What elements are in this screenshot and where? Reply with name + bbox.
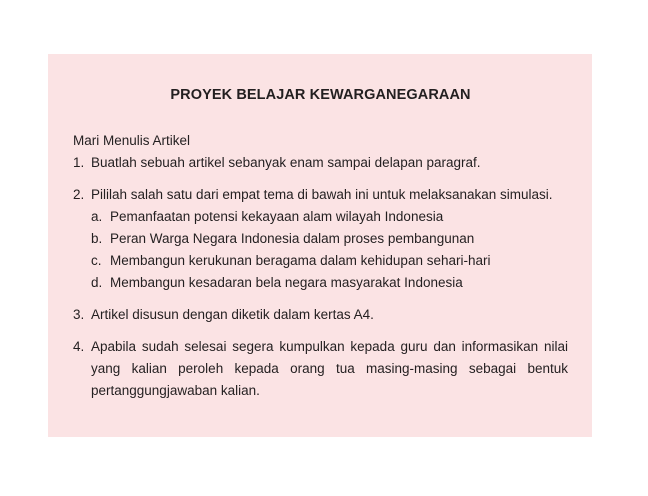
item-text: Apabila sudah selesai segera kumpulkan kepada guru dan informasikan nilai yang kalian peroleh kepada orang tua masing-masing sebagai bentuk pertanggungjawaban kalian.: [91, 339, 568, 398]
theme-letter: a.: [91, 209, 103, 224]
theme-item-d: [91, 272, 568, 294]
instruction-item-1: [73, 152, 568, 174]
item-text: Pililah salah satu dari empat tema di bawah ini untuk melaksanakan simulasi.: [91, 187, 553, 202]
item-number: 3.: [73, 307, 85, 322]
instruction-item-2: [73, 184, 568, 294]
theme-letter: b.: [91, 231, 103, 246]
item-number: 2.: [73, 187, 85, 202]
intro-text: Mari Menulis Artikel: [73, 133, 191, 148]
theme-item-a: [91, 206, 568, 228]
theme-text: Membangun kerukunan beragama dalam kehidupan sehari-hari: [110, 253, 491, 268]
item-number: 4.: [73, 339, 85, 354]
item-body: [91, 184, 568, 294]
instruction-list: [73, 152, 568, 402]
theme-item-c: [91, 250, 568, 272]
theme-text: Pemanfaatan potensi kekayaan alam wilayah Indonesia: [110, 209, 444, 224]
theme-text: Peran Warga Negara Indonesia dalam proses pembangunan: [110, 231, 475, 246]
item-text: Artikel disusun dengan diketik dalam kertas A4.: [91, 307, 374, 322]
theme-letter: c.: [91, 253, 102, 268]
instruction-item-4: [73, 336, 568, 402]
item-number: 1.: [73, 155, 85, 170]
project-box: [48, 54, 592, 437]
item-text: Buatlah sebuah artikel sebanyak enam sampai delapan paragraf.: [91, 155, 481, 170]
project-title: PROYEK BELAJAR KEWARGANEGARAAN: [170, 87, 471, 103]
theme-list: [91, 206, 568, 294]
theme-item-b: [91, 228, 568, 250]
theme-letter: d.: [91, 275, 103, 290]
theme-text: Membangun kesadaran bela negara masyarakat Indonesia: [110, 275, 463, 290]
instruction-item-3: [73, 304, 568, 326]
